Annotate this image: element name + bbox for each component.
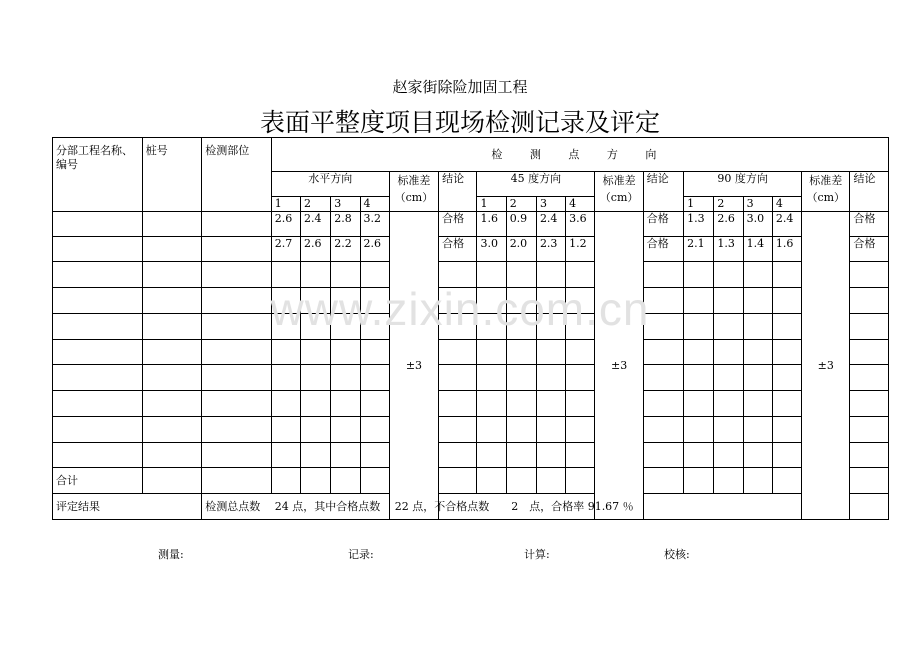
value-45deg-1: 3.0 bbox=[477, 237, 506, 262]
value-45deg-1 bbox=[477, 340, 506, 365]
value-90deg-3 bbox=[743, 443, 772, 468]
value-horizontal-4: 2.6 bbox=[360, 237, 389, 262]
conclusion-45deg bbox=[643, 365, 683, 391]
value-45deg-2: 0.9 bbox=[506, 212, 536, 237]
value-horizontal-2 bbox=[301, 365, 331, 391]
cell-project bbox=[53, 237, 143, 262]
value-45deg-2 bbox=[506, 365, 536, 391]
evaluation-row bbox=[53, 494, 889, 520]
value-horizontal-4 bbox=[360, 417, 389, 443]
conclusion-90deg bbox=[850, 365, 889, 391]
value-90deg-2 bbox=[714, 365, 743, 391]
cell-station bbox=[142, 443, 201, 468]
header-position: 检测部位 bbox=[202, 138, 272, 212]
header-conclusion-45deg: 结论 bbox=[643, 172, 683, 212]
total-conclusion-horizontal bbox=[439, 468, 477, 494]
value-45deg-2 bbox=[506, 340, 536, 365]
value-horizontal-3 bbox=[331, 340, 360, 365]
value-horizontal-3 bbox=[331, 391, 360, 417]
value-45deg-3 bbox=[536, 417, 565, 443]
total-horizontal-1 bbox=[271, 468, 300, 494]
value-90deg-3 bbox=[743, 365, 772, 391]
value-45deg-4: 1.2 bbox=[566, 237, 595, 262]
value-45deg-1 bbox=[477, 365, 506, 391]
header-std-horizontal: 标准差（cm） bbox=[389, 172, 438, 212]
value-horizontal-4 bbox=[360, 443, 389, 468]
value-45deg-4 bbox=[566, 443, 595, 468]
cell-station bbox=[142, 212, 201, 237]
total-conclusion-90deg bbox=[850, 468, 889, 494]
conclusion-horizontal bbox=[439, 417, 477, 443]
point-number-horizontal-2: 2 bbox=[301, 197, 331, 212]
value-45deg-3 bbox=[536, 365, 565, 391]
cell-project bbox=[53, 443, 143, 468]
conclusion-45deg bbox=[643, 391, 683, 417]
conclusion-45deg bbox=[643, 340, 683, 365]
header-horizontal: 水平方向 bbox=[271, 172, 389, 197]
project-subtitle: 赵家街除险加固工程 bbox=[392, 78, 528, 96]
cell-position bbox=[202, 443, 272, 468]
value-45deg-4 bbox=[566, 365, 595, 391]
evaluation-summary: 检测总点数 24 点，其中合格点数 22 点，不合格点数 2 点，合格率 91.67 ％ bbox=[202, 494, 889, 520]
cell-project bbox=[53, 365, 143, 391]
value-90deg-4: 1.6 bbox=[772, 237, 801, 262]
conclusion-horizontal bbox=[439, 443, 477, 468]
value-horizontal-1: 2.6 bbox=[271, 212, 300, 237]
point-number-45deg-4: 4 bbox=[566, 197, 595, 212]
cell-project bbox=[53, 391, 143, 417]
cell-position bbox=[202, 417, 272, 443]
cell-position bbox=[202, 237, 272, 262]
total-label: 合计 bbox=[53, 468, 143, 494]
point-number-90deg-3: 3 bbox=[743, 197, 772, 212]
table-row bbox=[53, 237, 889, 262]
value-45deg-1 bbox=[477, 417, 506, 443]
cell-station bbox=[142, 391, 201, 417]
conclusion-90deg bbox=[850, 340, 889, 365]
value-90deg-4 bbox=[772, 391, 801, 417]
value-horizontal-2 bbox=[301, 340, 331, 365]
value-45deg-4 bbox=[566, 417, 595, 443]
value-horizontal-3: 2.8 bbox=[331, 212, 360, 237]
point-number-45deg-3: 3 bbox=[536, 197, 565, 212]
header-90deg: 90 度方向 bbox=[684, 172, 802, 197]
cell-position bbox=[202, 365, 272, 391]
cell-position bbox=[202, 391, 272, 417]
total-90deg-4 bbox=[772, 468, 801, 494]
value-90deg-3: 1.4 bbox=[743, 237, 772, 262]
value-horizontal-3: 2.2 bbox=[331, 237, 360, 262]
value-45deg-3: 2.4 bbox=[536, 212, 565, 237]
value-90deg-1 bbox=[684, 340, 714, 365]
point-number-horizontal-1: 1 bbox=[271, 197, 300, 212]
cell-station bbox=[142, 365, 201, 391]
total-45deg-3 bbox=[536, 468, 565, 494]
cell-position bbox=[202, 212, 272, 237]
conclusion-90deg: 合格 bbox=[850, 237, 889, 262]
header-project: 分部工程名称、编号 bbox=[53, 138, 143, 212]
value-horizontal-3 bbox=[331, 417, 360, 443]
value-90deg-2: 1.3 bbox=[714, 237, 743, 262]
cell-station bbox=[142, 237, 201, 262]
value-90deg-1 bbox=[684, 417, 714, 443]
value-90deg-1 bbox=[684, 443, 714, 468]
total-horizontal-3 bbox=[331, 468, 360, 494]
value-horizontal-2 bbox=[301, 391, 331, 417]
point-number-45deg-1: 1 bbox=[477, 197, 506, 212]
value-90deg-3 bbox=[743, 340, 772, 365]
value-90deg-2: 2.6 bbox=[714, 212, 743, 237]
value-45deg-2 bbox=[506, 417, 536, 443]
header-station: 桩号 bbox=[142, 138, 201, 212]
conclusion-horizontal bbox=[439, 391, 477, 417]
std-value-45deg: ±3 bbox=[595, 212, 643, 520]
std-value-90deg: ±3 bbox=[802, 212, 850, 520]
value-90deg-1 bbox=[684, 365, 714, 391]
value-horizontal-4 bbox=[360, 365, 389, 391]
table-row bbox=[53, 365, 889, 391]
value-90deg-1: 2.1 bbox=[684, 237, 714, 262]
header-conclusion-horizontal: 结论 bbox=[439, 172, 477, 212]
value-90deg-1: 1.3 bbox=[684, 212, 714, 237]
cell-station bbox=[142, 340, 201, 365]
value-horizontal-1: 2.7 bbox=[271, 237, 300, 262]
conclusion-90deg bbox=[850, 391, 889, 417]
point-number-90deg-2: 2 bbox=[714, 197, 743, 212]
point-number-90deg-4: 4 bbox=[772, 197, 801, 212]
value-horizontal-4: 3.2 bbox=[360, 212, 389, 237]
cell-project bbox=[53, 212, 143, 237]
signature-measure: 测量: bbox=[158, 548, 184, 561]
header-detect-direction: 检 测 点 方 向 bbox=[271, 138, 888, 172]
table-row bbox=[53, 391, 889, 417]
value-45deg-1 bbox=[477, 391, 506, 417]
value-45deg-2: 2.0 bbox=[506, 237, 536, 262]
value-45deg-3: 2.3 bbox=[536, 237, 565, 262]
table-row bbox=[53, 443, 889, 468]
value-horizontal-1 bbox=[271, 340, 300, 365]
point-number-45deg-2: 2 bbox=[506, 197, 536, 212]
conclusion-90deg bbox=[850, 417, 889, 443]
total-row bbox=[53, 468, 889, 494]
conclusion-45deg: 合格 bbox=[643, 237, 683, 262]
value-horizontal-2 bbox=[301, 443, 331, 468]
header-std-90deg: 标准差（cm） bbox=[802, 172, 850, 212]
header-45deg: 45 度方向 bbox=[477, 172, 595, 197]
value-horizontal-4 bbox=[360, 340, 389, 365]
total-station bbox=[142, 468, 201, 494]
cell-position bbox=[202, 340, 272, 365]
value-45deg-3 bbox=[536, 391, 565, 417]
total-90deg-1 bbox=[684, 468, 714, 494]
value-45deg-4 bbox=[566, 391, 595, 417]
point-number-90deg-1: 1 bbox=[684, 197, 714, 212]
value-45deg-2 bbox=[506, 443, 536, 468]
conclusion-horizontal: 合格 bbox=[439, 237, 477, 262]
point-number-horizontal-3: 3 bbox=[331, 197, 360, 212]
std-value-horizontal: ±3 bbox=[389, 212, 438, 520]
header-std-45deg: 标准差（cm） bbox=[595, 172, 643, 212]
value-90deg-2 bbox=[714, 340, 743, 365]
cell-station bbox=[142, 417, 201, 443]
total-position bbox=[202, 468, 272, 494]
conclusion-45deg bbox=[643, 443, 683, 468]
value-horizontal-4 bbox=[360, 391, 389, 417]
conclusion-horizontal bbox=[439, 340, 477, 365]
value-horizontal-1 bbox=[271, 365, 300, 391]
value-90deg-3: 3.0 bbox=[743, 212, 772, 237]
total-90deg-3 bbox=[743, 468, 772, 494]
value-90deg-2 bbox=[714, 417, 743, 443]
value-45deg-1 bbox=[477, 443, 506, 468]
conclusion-horizontal bbox=[439, 365, 477, 391]
conclusion-45deg: 合格 bbox=[643, 212, 683, 237]
value-90deg-4 bbox=[772, 417, 801, 443]
value-45deg-3 bbox=[536, 443, 565, 468]
conclusion-90deg: 合格 bbox=[850, 212, 889, 237]
form-title: 表面平整度项目现场检测记录及评定 bbox=[259, 108, 660, 137]
signature-record: 记录: bbox=[348, 548, 374, 561]
evaluation-label: 评定结果 bbox=[53, 494, 202, 520]
signature-check: 校核: bbox=[664, 548, 690, 561]
signature-calc: 计算: bbox=[524, 548, 550, 561]
total-horizontal-4 bbox=[360, 468, 389, 494]
value-90deg-3 bbox=[743, 391, 772, 417]
conclusion-90deg bbox=[850, 443, 889, 468]
value-90deg-1 bbox=[684, 391, 714, 417]
value-horizontal-3 bbox=[331, 443, 360, 468]
conclusion-45deg bbox=[643, 417, 683, 443]
total-45deg-1 bbox=[477, 468, 506, 494]
value-90deg-2 bbox=[714, 443, 743, 468]
point-number-horizontal-4: 4 bbox=[360, 197, 389, 212]
value-90deg-3 bbox=[743, 417, 772, 443]
value-45deg-1: 1.6 bbox=[477, 212, 506, 237]
cell-project bbox=[53, 417, 143, 443]
value-45deg-4 bbox=[566, 340, 595, 365]
total-conclusion-45deg bbox=[643, 468, 683, 494]
table-row bbox=[53, 417, 889, 443]
total-45deg-4 bbox=[566, 468, 595, 494]
value-90deg-4: 2.4 bbox=[772, 212, 801, 237]
value-90deg-4 bbox=[772, 340, 801, 365]
watermark: www.zixin.com.cn bbox=[270, 283, 650, 335]
value-horizontal-2: 2.4 bbox=[301, 212, 331, 237]
conclusion-horizontal: 合格 bbox=[439, 212, 477, 237]
table-row bbox=[53, 340, 889, 365]
value-45deg-4: 3.6 bbox=[566, 212, 595, 237]
value-horizontal-3 bbox=[331, 365, 360, 391]
total-horizontal-2 bbox=[301, 468, 331, 494]
total-90deg-2 bbox=[714, 468, 743, 494]
value-90deg-4 bbox=[772, 443, 801, 468]
value-90deg-2 bbox=[714, 391, 743, 417]
value-90deg-4 bbox=[772, 365, 801, 391]
total-45deg-2 bbox=[506, 468, 536, 494]
value-horizontal-1 bbox=[271, 417, 300, 443]
value-horizontal-1 bbox=[271, 391, 300, 417]
table-row bbox=[53, 212, 889, 237]
value-horizontal-1 bbox=[271, 443, 300, 468]
value-45deg-2 bbox=[506, 391, 536, 417]
header-conclusion-90deg: 结论 bbox=[850, 172, 889, 212]
value-45deg-3 bbox=[536, 340, 565, 365]
cell-project bbox=[53, 340, 143, 365]
value-horizontal-2 bbox=[301, 417, 331, 443]
value-horizontal-2: 2.6 bbox=[301, 237, 331, 262]
